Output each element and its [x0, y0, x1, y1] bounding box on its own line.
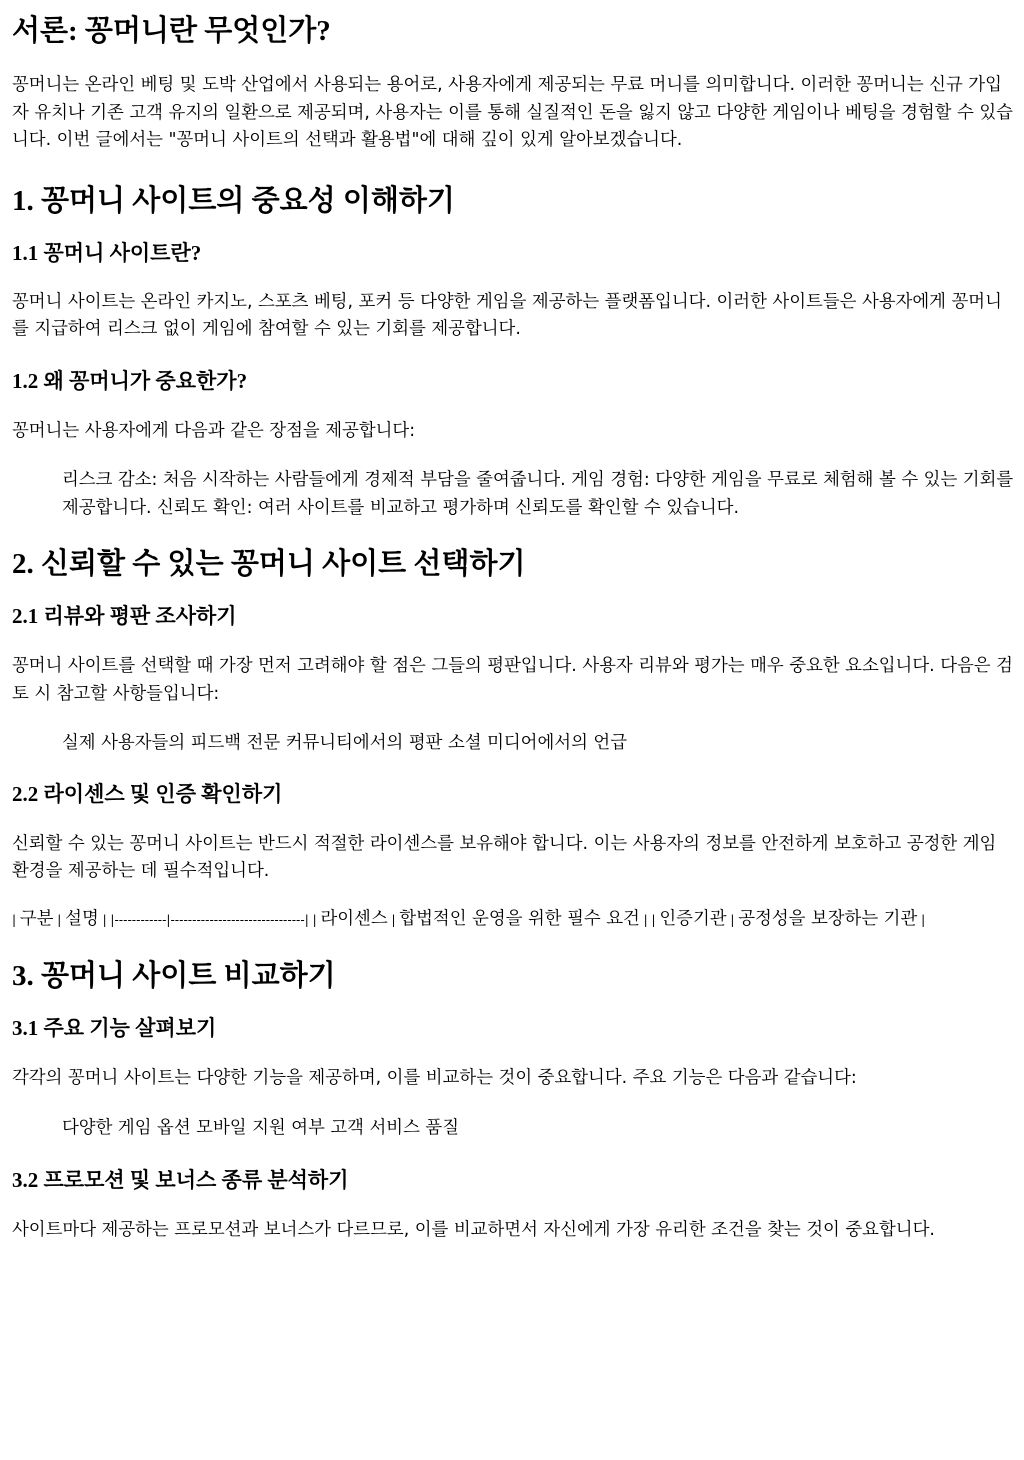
section-1-1-heading: 1.1 꽁머니 사이트란? — [12, 240, 202, 265]
section-2-1-blockquote: 실제 사용자들의 피드백 전문 커뮤니티에서의 평판 소셜 미디어에서의 언급 — [62, 733, 628, 753]
license-table-raw-text: | 구분 | 설명 | |------------|-------------------------------| | 라이센스 | 합법적인 운영을 위한 필수 요건 | | 인증기관 | 공정성을 보장하는 기관 | — [12, 908, 926, 929]
section-1-1-paragraph: 꽁머니 사이트는 온라인 카지노, 스포츠 베팅, 포커 등 다양한 게임을 제공하는 플랫폼입니다. 이러한 사이트들은 사용자에게 꽁머니를 지급하여 리스크 없이 게임에 참여할 수 있는 기회를 제공합니다. — [12, 291, 1002, 339]
section-3-heading: 3. 꽁머니 사이트 비교하기 — [12, 960, 336, 992]
section-3-2-heading: 3.2 프로모션 및 보너스 종류 분석하기 — [12, 1168, 349, 1192]
section-1-2-heading: 1.2 왜 꽁머니가 중요한가? — [12, 368, 248, 393]
table-cell: 인증기관 — [659, 908, 727, 929]
section-2-2-heading: 2.2 라이센스 및 인증 확인하기 — [12, 781, 283, 806]
section-3-1-paragraph: 각각의 꽁머니 사이트는 다양한 기능을 제공하며, 이를 비교하는 것이 중요합니다. 주요 기능은 다음과 같습니다: — [12, 1068, 857, 1088]
section-2-1-paragraph: 꽁머니 사이트를 선택할 때 가장 먼저 고려해야 할 점은 그들의 평판입니다. 사용자 리뷰와 평가는 매우 중요한 요소입니다. 다음은 검토 시 참고할 사항들입니다: — [12, 656, 1013, 704]
table-separator: ------------|------------------------------- — [114, 912, 305, 927]
intro-paragraph: 꽁머니는 온라인 베팅 및 도박 산업에서 사용되는 용어로, 사용자에게 제공되는 무료 머니를 의미합니다. 이러한 꽁머니는 신규 가입자 유치나 기존 고객 유지의 일환으로 제공되며, 사용자는 이를 통해 실질적인 돈을 잃지 않고 다양한 게임이나 베팅을 경험할 수 있습니다. 이번 글에서는 "꽁머니 사이트의 선택과 활용법"에 대해 깊이 있게 알아보겠습니다. — [12, 75, 1013, 150]
table-cell: 합법적인 운영을 위한 필수 요건 — [399, 908, 640, 929]
intro-heading: 서론: 꽁머니란 무엇인가? — [12, 15, 331, 47]
table-cell: 구분 — [19, 908, 54, 929]
table-cell: 라이센스 — [320, 908, 388, 929]
section-3-1-blockquote: 다양한 게임 옵션 모바일 지원 여부 고객 서비스 품질 — [62, 1117, 460, 1138]
section-2-1-heading: 2.1 리뷰와 평판 조사하기 — [12, 604, 237, 628]
section-3-2-paragraph: 사이트마다 제공하는 프로모션과 보너스가 다르므로, 이를 비교하면서 자신에게 가장 유리한 조건을 찾는 것이 중요합니다. — [12, 1220, 935, 1240]
section-2-2-paragraph: 신뢰할 수 있는 꽁머니 사이트는 반드시 적절한 라이센스를 보유해야 합니다. 이는 사용자의 정보를 안전하게 보호하고 공정한 게임 환경을 제공하는 데 필수적입니다. — [12, 833, 997, 881]
section-1-2-blockquote: 리스크 감소: 처음 시작하는 사람들에게 경제적 부담을 줄여줍니다. 게임 경험: 다양한 게임을 무료로 체험해 볼 수 있는 기회를 제공합니다. 신뢰도 확인: 여러 사이트를 비교하고 평가하며 신뢰도를 확인할 수 있습니다. — [62, 470, 1014, 518]
table-cell: 공정성을 보장하는 기관 — [738, 908, 918, 929]
section-2-heading: 2. 신뢰할 수 있는 꽁머니 사이트 선택하기 — [12, 548, 526, 580]
section-1-heading: 1. 꽁머니 사이트의 중요성 이해하기 — [12, 184, 455, 217]
section-3-1-heading: 3.1 주요 기능 살펴보기 — [12, 1016, 217, 1040]
section-1-2-paragraph: 꽁머니는 사용자에게 다음과 같은 장점을 제공합니다: — [12, 420, 416, 441]
table-cell: 설명 — [65, 908, 99, 929]
